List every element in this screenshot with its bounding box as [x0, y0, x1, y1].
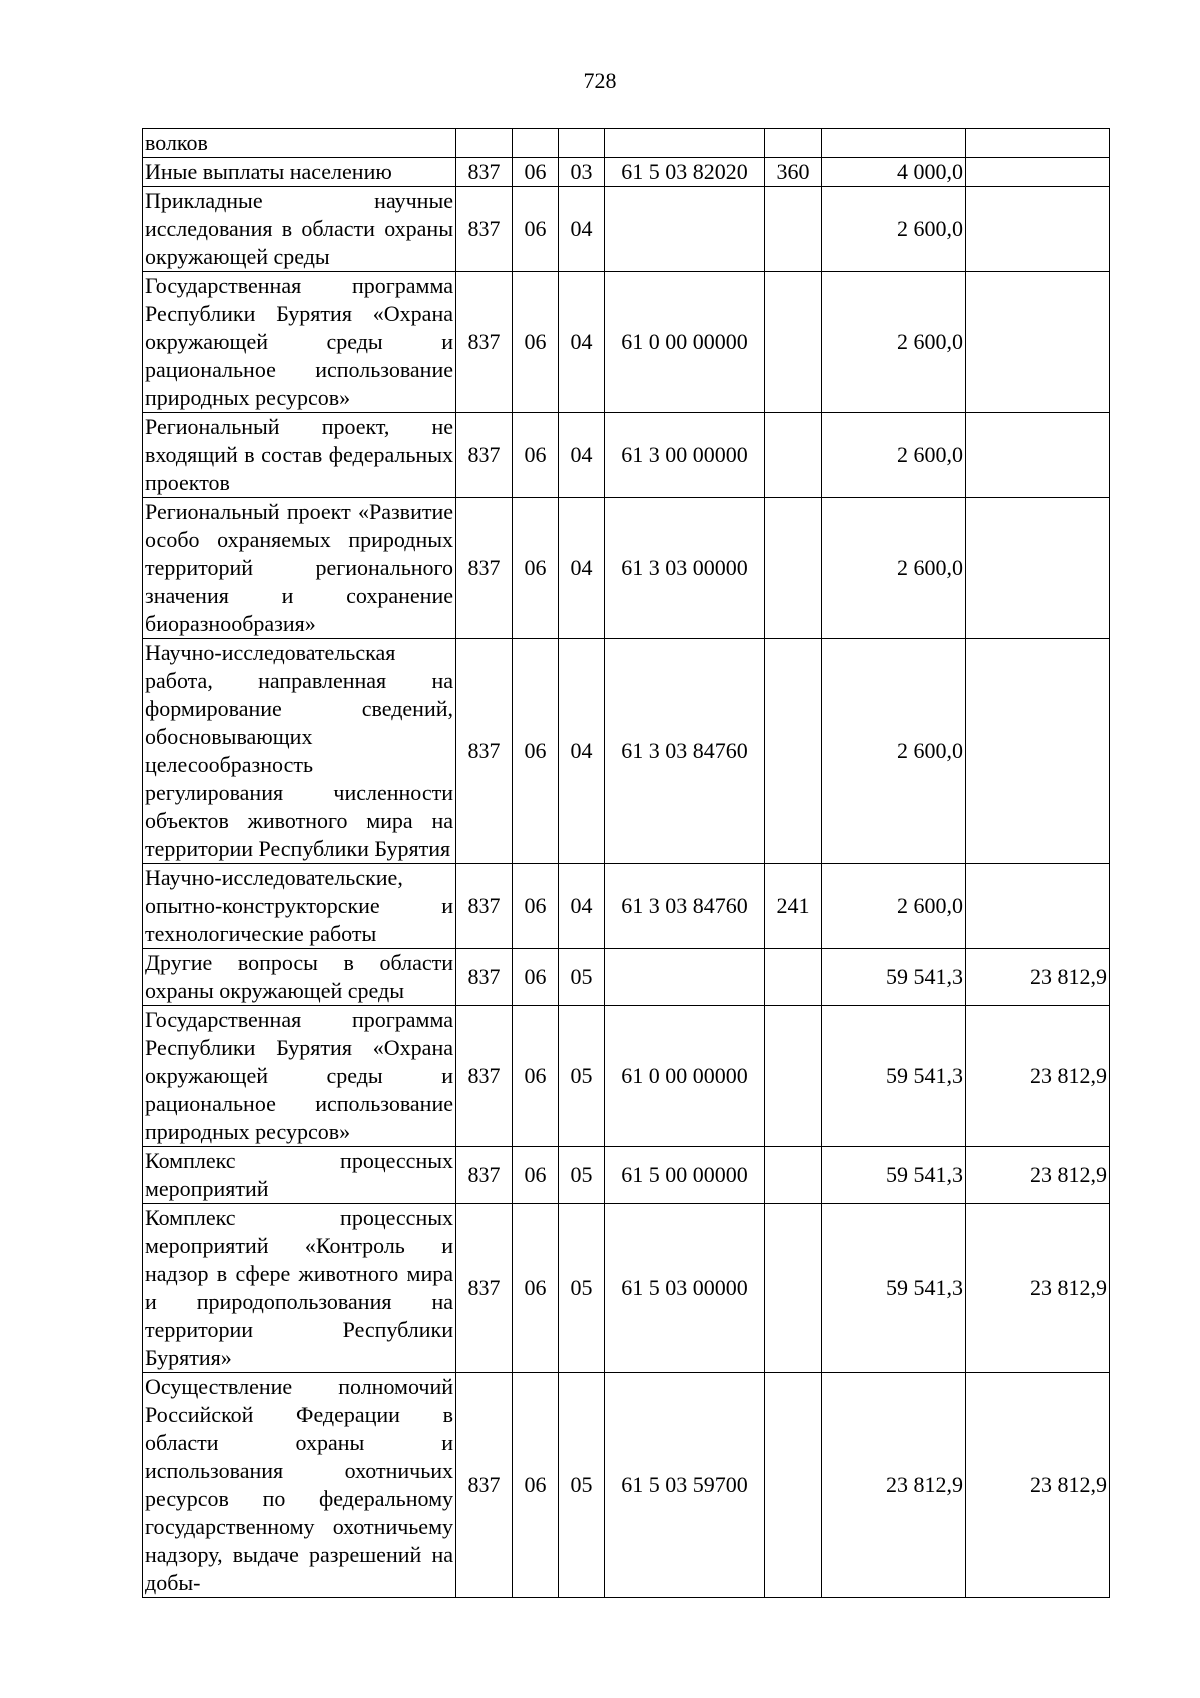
cs-code-cell: 61 3 03 84760 — [605, 864, 765, 949]
gr-code-cell: 837 — [456, 413, 513, 498]
row-name-cell: Научно-исследовательские, опытно-конструкторские и технологические работы — [143, 864, 456, 949]
rz-code-cell: 06 — [513, 639, 559, 864]
table-row — [143, 129, 1110, 158]
sum-federal-cell: 23 812,9 — [966, 1147, 1110, 1204]
pr-code-cell: 04 — [559, 498, 605, 639]
table-row — [143, 949, 1110, 1006]
gr-code-cell: 837 — [456, 864, 513, 949]
table-row — [143, 1204, 1110, 1373]
gr-code-cell: 837 — [456, 949, 513, 1006]
rz-code-cell — [513, 129, 559, 158]
cs-code-cell: 61 5 03 82020 — [605, 158, 765, 187]
rz-code-cell: 06 — [513, 158, 559, 187]
sum-cell: 23 812,9 — [822, 1373, 966, 1598]
pr-code-cell: 04 — [559, 272, 605, 413]
row-name-cell: Комплекс процессных мероприятий — [143, 1147, 456, 1204]
gr-code-cell: 837 — [456, 158, 513, 187]
sum-federal-cell — [966, 864, 1110, 949]
page-number: 728 — [583, 68, 617, 93]
rz-code-cell: 06 — [513, 1204, 559, 1373]
cs-code-cell: 61 0 00 00000 — [605, 1006, 765, 1147]
vr-code-cell — [765, 639, 822, 864]
sum-cell: 2 600,0 — [822, 639, 966, 864]
pr-code-cell: 05 — [559, 1006, 605, 1147]
rz-code-cell: 06 — [513, 187, 559, 272]
sum-federal-cell — [966, 498, 1110, 639]
pr-code-cell: 05 — [559, 1204, 605, 1373]
pr-code-cell: 04 — [559, 187, 605, 272]
sum-cell: 2 600,0 — [822, 498, 966, 639]
sum-federal-cell: 23 812,9 — [966, 1006, 1110, 1147]
vr-code-cell — [765, 129, 822, 158]
cs-code-cell: 61 5 03 59700 — [605, 1373, 765, 1598]
cs-code-cell: 61 3 03 00000 — [605, 498, 765, 639]
rz-code-cell: 06 — [513, 498, 559, 639]
sum-federal-cell — [966, 129, 1110, 158]
sum-federal-cell: 23 812,9 — [966, 1204, 1110, 1373]
row-name-cell: Региональный проект «Развитие особо охраняемых природных территорий регионального значения и сохранение биоразнообразия» — [143, 498, 456, 639]
sum-federal-cell — [966, 187, 1110, 272]
vr-code-cell — [765, 949, 822, 1006]
vr-code-cell: 241 — [765, 864, 822, 949]
sum-federal-cell: 23 812,9 — [966, 949, 1110, 1006]
cs-code-cell: 61 3 03 84760 — [605, 639, 765, 864]
table-row — [143, 639, 1110, 864]
pr-code-cell: 04 — [559, 413, 605, 498]
sum-cell: 59 541,3 — [822, 949, 966, 1006]
table-row — [143, 158, 1110, 187]
cs-code-cell — [605, 949, 765, 1006]
gr-code-cell: 837 — [456, 1006, 513, 1147]
rz-code-cell: 06 — [513, 949, 559, 1006]
rz-code-cell: 06 — [513, 1147, 559, 1204]
row-name-cell: Другие вопросы в области охраны окружающей среды — [143, 949, 456, 1006]
cs-code-cell: 61 5 03 00000 — [605, 1204, 765, 1373]
rz-code-cell: 06 — [513, 864, 559, 949]
pr-code-cell: 05 — [559, 949, 605, 1006]
sum-cell: 59 541,3 — [822, 1204, 966, 1373]
pr-code-cell: 03 — [559, 158, 605, 187]
vr-code-cell — [765, 1204, 822, 1373]
row-name-cell: Иные выплаты населению — [143, 158, 456, 187]
vr-code-cell — [765, 498, 822, 639]
pr-code-cell: 04 — [559, 639, 605, 864]
cs-code-cell: 61 5 00 00000 — [605, 1147, 765, 1204]
gr-code-cell: 837 — [456, 1373, 513, 1598]
table-row — [143, 864, 1110, 949]
gr-code-cell: 837 — [456, 187, 513, 272]
cs-code-cell — [605, 129, 765, 158]
sum-federal-cell — [966, 639, 1110, 864]
sum-cell — [822, 129, 966, 158]
sum-cell: 59 541,3 — [822, 1147, 966, 1204]
row-name-cell: Государственная программа Республики Бурятия «Охрана окружающей среды и рациональное использование природных ресурсов» — [143, 1006, 456, 1147]
sum-cell: 2 600,0 — [822, 187, 966, 272]
row-name-cell: Государственная программа Республики Бурятия «Охрана окружающей среды и рациональное использование природных ресурсов» — [143, 272, 456, 413]
sum-cell: 59 541,3 — [822, 1006, 966, 1147]
table-body — [143, 129, 1110, 1598]
cs-code-cell — [605, 187, 765, 272]
table-row — [143, 413, 1110, 498]
table-row — [143, 272, 1110, 413]
vr-code-cell — [765, 272, 822, 413]
pr-code-cell: 05 — [559, 1373, 605, 1598]
pr-code-cell: 04 — [559, 864, 605, 949]
rz-code-cell: 06 — [513, 413, 559, 498]
vr-code-cell — [765, 187, 822, 272]
gr-code-cell: 837 — [456, 1147, 513, 1204]
table-row — [143, 187, 1110, 272]
rz-code-cell: 06 — [513, 272, 559, 413]
pr-code-cell: 05 — [559, 1147, 605, 1204]
gr-code-cell: 837 — [456, 272, 513, 413]
table-row — [143, 498, 1110, 639]
sum-federal-cell: 23 812,9 — [966, 1373, 1110, 1598]
row-name-cell: Комплекс процессных мероприятий «Контроль и надзор в сфере животного мира и природопользования на территории Республики Бурятия» — [143, 1204, 456, 1373]
row-name-cell: Региональный проект, не входящий в состав федеральных проектов — [143, 413, 456, 498]
row-name-cell: Прикладные научные исследования в области охраны окружающей среды — [143, 187, 456, 272]
cs-code-cell: 61 3 00 00000 — [605, 413, 765, 498]
vr-code-cell — [765, 1006, 822, 1147]
row-name-cell: волков — [143, 129, 456, 158]
vr-code-cell — [765, 1373, 822, 1598]
rz-code-cell: 06 — [513, 1373, 559, 1598]
rz-code-cell: 06 — [513, 1006, 559, 1147]
vr-code-cell — [765, 413, 822, 498]
pr-code-cell — [559, 129, 605, 158]
sum-cell: 2 600,0 — [822, 864, 966, 949]
gr-code-cell: 837 — [456, 639, 513, 864]
cs-code-cell: 61 0 00 00000 — [605, 272, 765, 413]
sum-federal-cell — [966, 413, 1110, 498]
budget-table — [142, 128, 1110, 1598]
sum-cell: 4 000,0 — [822, 158, 966, 187]
gr-code-cell: 837 — [456, 498, 513, 639]
gr-code-cell — [456, 129, 513, 158]
row-name-cell: Осуществление полномочий Российской Федерации в области охраны и использования охотничьих ресурсов по федеральному государственному охотничьему надзору, выдаче разрешений на добы- — [143, 1373, 456, 1598]
table-row — [143, 1147, 1110, 1204]
row-name-cell: Научно-исследовательская работа, направленная на формирование сведений, обосновывающих целесообразность регулирования численности объектов животного мира на территории Республики Бурятия — [143, 639, 456, 864]
sum-cell: 2 600,0 — [822, 413, 966, 498]
sum-cell: 2 600,0 — [822, 272, 966, 413]
table-row — [143, 1006, 1110, 1147]
gr-code-cell: 837 — [456, 1204, 513, 1373]
vr-code-cell — [765, 1147, 822, 1204]
table-row — [143, 1373, 1110, 1598]
vr-code-cell: 360 — [765, 158, 822, 187]
sum-federal-cell — [966, 272, 1110, 413]
sum-federal-cell — [966, 158, 1110, 187]
